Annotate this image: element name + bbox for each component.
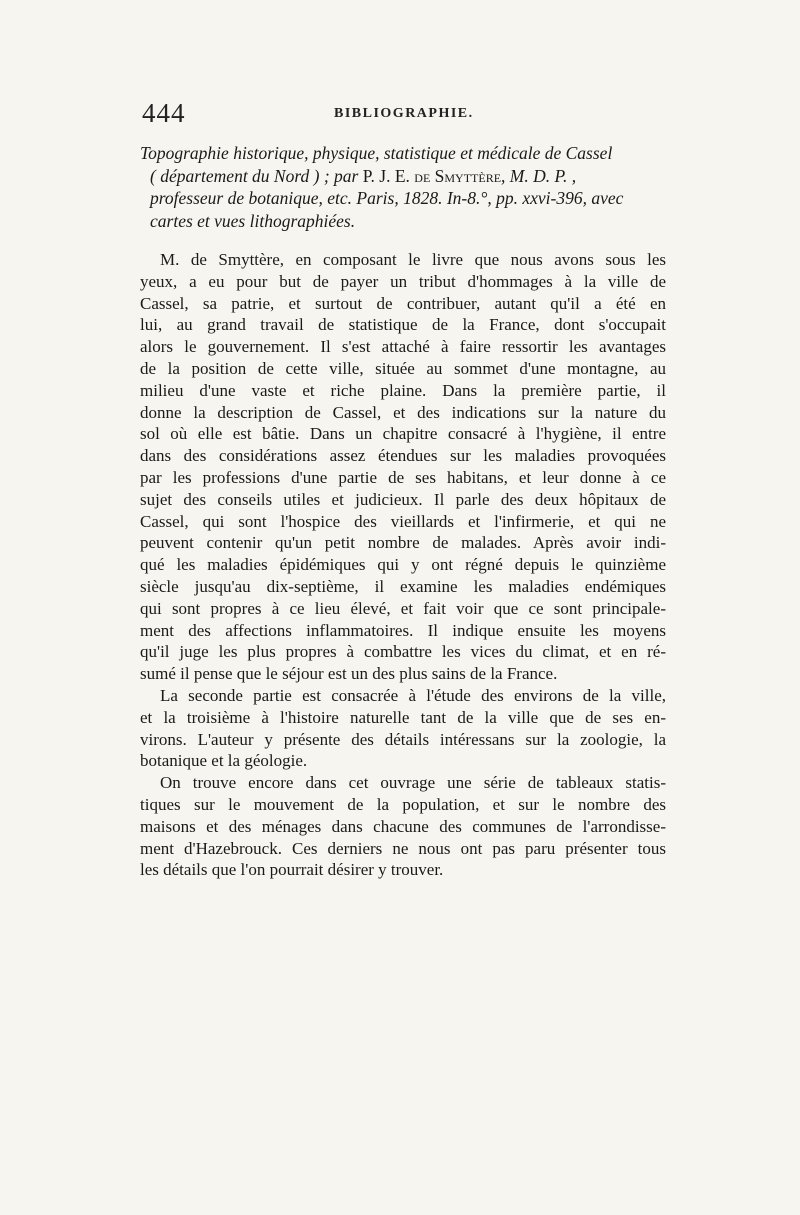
text-line: qu'il juge les plus propres à combattre les vices du climat, et en ré- [140, 642, 666, 662]
text-line: siècle jusqu'au dix-septième, il examine les maladies endémiques [140, 576, 666, 596]
text-line: qui sont propres à ce lieu élevé, et fait voir que ce sont principale- [140, 598, 666, 618]
text-line: sumé il pense que le séjour est un des plus sains de la France. [140, 664, 558, 684]
text-line: milieu d'une vaste et riche plaine. Dans la première partie, il [140, 380, 666, 400]
text-line: maisons et des ménages dans chacune des communes de l'arrondisse- [140, 816, 666, 836]
text-line: dans des considérations assez étendues sur les maladies provoquées [140, 446, 666, 466]
citation-line-3: professeur de botanique, etc. Paris, 1828. In-8.°, pp. xxvi-396, avec [150, 188, 624, 208]
citation-author-suffix: , M. D. P. , [501, 165, 577, 186]
text-line: M. de Smyttère, en composant le livre que nous avons sous les [160, 250, 666, 269]
citation-title-line-1: Topographie historique, physique, statistique et médicale de Cassel [140, 143, 613, 163]
text-line: ment d'Hazebrouck. Ces derniers ne nous ont pas paru présenter tous [140, 838, 666, 858]
text-line: Cassel, sa patrie, et surtout de contribuer, autant qu'il a été en [140, 293, 666, 313]
text-line: de la position de cette ville, située au sommet d'une montagne, au [140, 358, 666, 378]
text-line: sol où elle est bâtie. Dans un chapitre consacré à l'hygiène, il entre [140, 424, 666, 444]
text-line: sujet des conseils utiles et judicieux. Il parle des deux hôpitaux de [140, 489, 666, 509]
text-line: On trouve encore dans cet ouvrage une série de tableaux statis- [160, 773, 666, 793]
citation-author: P. J. E. de Smyttère [362, 165, 502, 186]
text-line: lui, au grand travail de statistique de la France, dont s'occupait [140, 315, 666, 335]
citation-line-4: cartes et vues lithographiées. [150, 210, 356, 231]
running-head: BIBLIOGRAPHIE. [334, 106, 474, 121]
page-number: 444 [142, 98, 186, 128]
review-body [140, 249, 666, 881]
citation-title-line-2 [140, 165, 670, 188]
page-header [142, 98, 662, 130]
paragraph [140, 249, 666, 685]
text-line: peuvent contenir qu'un petit nombre de malades. Après avoir indi- [140, 533, 666, 553]
citation-title-line-2-text: ( département du Nord ) ; par [150, 165, 359, 186]
text-line: par les professions d'une partie de ses habitans, et leur donne à ce [140, 467, 666, 487]
text-line: ment des affections inflammatoires. Il indique ensuite les moyens [140, 620, 666, 640]
paragraph [140, 685, 666, 772]
text-line: yeux, a eu pour but de payer un tribut d'hommages à la ville de [140, 271, 666, 291]
text-line: qué les maladies épidémiques qui y ont régné depuis le quinzième [140, 555, 666, 575]
text-line: donne la description de Cassel, et des indications sur la nature du [140, 402, 666, 422]
text-line: virons. L'auteur y présente des détails intéressans sur la zoologie, la [140, 729, 666, 749]
text-line: et la troisième à l'histoire naturelle tant de la ville que de ses en- [140, 707, 666, 727]
bibliographic-citation [140, 142, 670, 232]
text-line: botanique et la géologie. [140, 751, 308, 771]
text-line: alors le gouvernement. Il s'est attaché à faire ressortir les avantages [140, 337, 666, 357]
paragraph [140, 772, 666, 881]
text-line: Cassel, qui sont l'hospice des vieillards et l'infirmerie, et qui ne [140, 511, 666, 531]
text-line: les détails que l'on pourrait désirer y trouver. [140, 860, 444, 880]
text-line: tiques sur le mouvement de la population, et sur le nombre des [140, 794, 666, 814]
text-line: La seconde partie est consacrée à l'étude des environs de la ville, [160, 685, 666, 705]
